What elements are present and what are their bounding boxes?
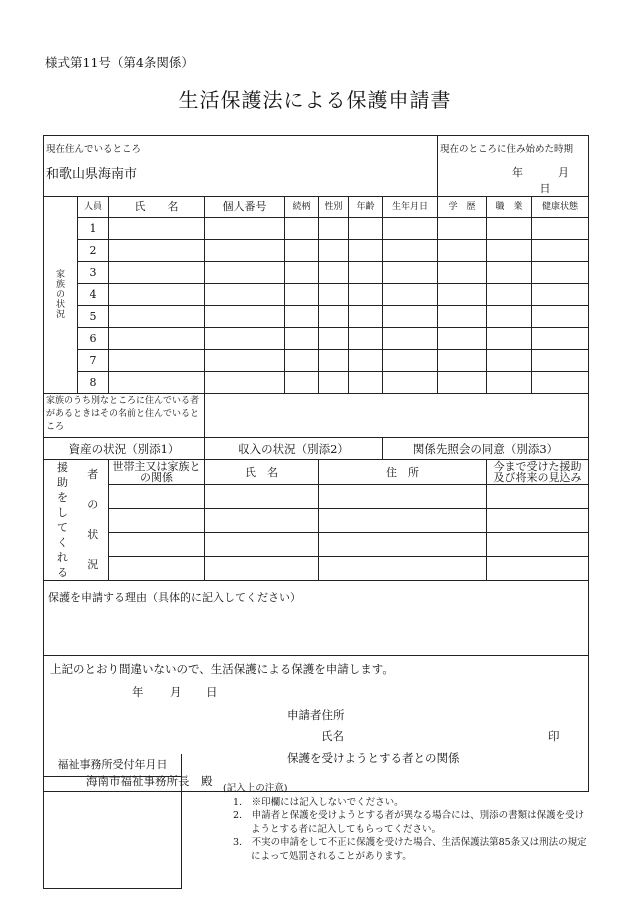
education-cell[interactable] — [438, 218, 487, 240]
occupation-cell[interactable] — [487, 240, 532, 262]
name-cell[interactable] — [109, 284, 205, 306]
education-cell[interactable] — [438, 306, 487, 328]
receipt-box[interactable] — [43, 754, 182, 889]
relationship-cell[interactable] — [285, 328, 319, 350]
year-label: 年 — [512, 166, 524, 179]
name-cell[interactable] — [109, 240, 205, 262]
id-cell[interactable] — [205, 350, 285, 372]
table-row — [44, 306, 589, 328]
helper-name-cell[interactable] — [205, 485, 319, 509]
residence-start-label: 現在のところに住み始めた時期 — [440, 144, 574, 155]
reason-field[interactable] — [44, 581, 589, 656]
table-row — [44, 240, 589, 262]
helper-address-cell[interactable] — [319, 533, 487, 557]
name-cell[interactable] — [109, 218, 205, 240]
table-row — [44, 218, 589, 240]
helper-support-cell[interactable] — [487, 556, 589, 580]
name-cell[interactable] — [109, 262, 205, 284]
declaration-statement: 上記のとおり間違いないので、生活保護による保護を申請します。 — [50, 662, 394, 676]
col-helper-relation: 世帯主又は家族との関係 — [109, 460, 205, 485]
name-cell[interactable] — [109, 306, 205, 328]
table-row — [44, 328, 589, 350]
health-cell[interactable] — [532, 262, 589, 284]
helpers-label-b: 者の状況 — [78, 460, 109, 581]
education-cell[interactable] — [438, 350, 487, 372]
col-sex: 性別 — [319, 197, 349, 218]
helper-address-cell[interactable] — [319, 485, 487, 509]
date-month: 月 — [170, 685, 182, 699]
table-row — [44, 350, 589, 372]
relationship-cell[interactable] — [285, 284, 319, 306]
birthdate-cell[interactable] — [383, 240, 438, 262]
name-cell[interactable] — [109, 328, 205, 350]
helper-address-cell[interactable] — [319, 509, 487, 533]
birthdate-cell[interactable] — [383, 284, 438, 306]
name-cell[interactable] — [109, 350, 205, 372]
row-number: 7 — [78, 350, 109, 372]
age-cell[interactable] — [349, 350, 383, 372]
helper-support-cell[interactable] — [487, 509, 589, 533]
current-address-label: 現在住んでいるところ — [46, 144, 142, 155]
col-helper-address: 住 所 — [319, 460, 487, 485]
assets-attachment: 資産の状況（別添1） — [44, 438, 205, 460]
sex-cell[interactable] — [319, 328, 349, 350]
table-row — [44, 284, 589, 306]
age-cell[interactable] — [349, 372, 383, 394]
helper-support-cell[interactable] — [487, 485, 589, 509]
helper-support-cell[interactable] — [487, 533, 589, 557]
col-age: 年齢 — [349, 197, 383, 218]
age-cell[interactable] — [349, 328, 383, 350]
birthdate-cell[interactable] — [383, 218, 438, 240]
health-cell[interactable] — [532, 284, 589, 306]
col-education: 学 歴 — [438, 197, 487, 218]
health-cell[interactable] — [532, 306, 589, 328]
id-cell[interactable] — [205, 284, 285, 306]
relationship-cell[interactable] — [285, 350, 319, 372]
col-helper-support: 今まで受けた援助及び将来の見込み — [487, 460, 589, 485]
id-cell[interactable] — [205, 262, 285, 284]
addressee: 海南市福祉事務所長 殿 — [86, 774, 213, 788]
helper-relation-cell[interactable] — [109, 509, 205, 533]
row-number: 1 — [78, 218, 109, 240]
sex-cell[interactable] — [319, 240, 349, 262]
health-cell[interactable] — [532, 240, 589, 262]
age-cell[interactable] — [349, 240, 383, 262]
table-row — [44, 533, 589, 557]
helper-address-cell[interactable] — [319, 556, 487, 580]
row-number: 6 — [78, 328, 109, 350]
row-number: 3 — [78, 262, 109, 284]
sex-cell[interactable] — [319, 218, 349, 240]
occupation-cell[interactable] — [487, 284, 532, 306]
occupation-cell[interactable] — [487, 218, 532, 240]
reason-label: 保護を申請する理由（具体的に記入してください） — [48, 591, 301, 604]
age-cell[interactable] — [349, 284, 383, 306]
income-attachment: 収入の状況（別添2） — [205, 438, 383, 460]
relation-label: 保護を受けようとする者との関係 — [287, 751, 460, 765]
id-cell[interactable] — [205, 372, 285, 394]
education-cell[interactable] — [438, 328, 487, 350]
relationship-cell[interactable] — [285, 218, 319, 240]
helpers-label-a: 援助をしてくれる — [44, 460, 78, 581]
note-item-3: 3. 不実の申請をして不正に保護を受けた場合、生活保護法第85条又は刑法の規定によって処罰されることがあります。 — [233, 837, 587, 862]
id-cell[interactable] — [205, 306, 285, 328]
helper-name-cell[interactable] — [205, 533, 319, 557]
education-cell[interactable] — [438, 372, 487, 394]
sex-cell[interactable] — [319, 284, 349, 306]
sex-cell[interactable] — [319, 350, 349, 372]
birthdate-cell[interactable] — [383, 328, 438, 350]
row-number: 5 — [78, 306, 109, 328]
month-label: 月 — [558, 166, 570, 179]
education-cell[interactable] — [438, 262, 487, 284]
col-personal-number: 個人番号 — [205, 197, 285, 218]
table-row — [44, 485, 589, 509]
table-row — [44, 372, 589, 394]
separate-family-label: 家族のうち別なところに住んでいる者があるときはその名前と住んでいるところ — [44, 394, 205, 438]
col-occupation: 職 業 — [487, 197, 532, 218]
col-helper-name: 氏 名 — [205, 460, 319, 485]
occupation-cell[interactable] — [487, 372, 532, 394]
col-relationship: 続柄 — [285, 197, 319, 218]
age-cell[interactable] — [349, 262, 383, 284]
family-status-label: 家族の状況 — [44, 197, 78, 394]
occupation-cell[interactable] — [487, 350, 532, 372]
age-cell[interactable] — [349, 306, 383, 328]
name-cell[interactable] — [109, 372, 205, 394]
seal-mark: 印 — [548, 729, 560, 743]
notes-heading: (記入上の注意) — [223, 783, 288, 794]
note-item-1: 1. ※印欄には記入しないでください。 — [233, 796, 404, 808]
table-row — [44, 556, 589, 580]
receipt-label: 福祉事務所受付年月日 — [44, 754, 181, 777]
row-number: 8 — [78, 372, 109, 394]
applicant-address-label: 申請者住所 — [287, 708, 345, 722]
table-row — [44, 509, 589, 533]
row-number: 2 — [78, 240, 109, 262]
id-cell[interactable] — [205, 218, 285, 240]
id-cell[interactable] — [205, 328, 285, 350]
note-item-2: 2. 申請者と保護を受けようとする者が異なる場合には、別添の書類は保護を受けようとする者に記入してもらってください。 — [233, 810, 585, 835]
sex-cell[interactable] — [319, 262, 349, 284]
occupation-cell[interactable] — [487, 306, 532, 328]
age-cell[interactable] — [349, 218, 383, 240]
occupation-cell[interactable] — [487, 262, 532, 284]
helper-relation-cell[interactable] — [109, 485, 205, 509]
health-cell[interactable] — [532, 372, 589, 394]
consent-attachment: 関係先照会の同意（別添3） — [383, 438, 589, 460]
notes-section — [223, 782, 593, 863]
sex-cell[interactable] — [319, 372, 349, 394]
date-day: 日 — [206, 685, 218, 699]
current-address-cell[interactable] — [44, 136, 438, 197]
application-form — [43, 135, 588, 890]
row-number: 4 — [78, 284, 109, 306]
birthdate-cell[interactable] — [383, 306, 438, 328]
birthdate-cell[interactable] — [383, 350, 438, 372]
day-label: 日 — [539, 182, 551, 195]
date-year: 年 — [132, 685, 144, 699]
col-name: 氏 名 — [109, 197, 205, 218]
applicant-name-label: 氏名 — [321, 729, 344, 743]
helper-name-cell[interactable] — [205, 556, 319, 580]
helper-name-cell[interactable] — [205, 509, 319, 533]
health-cell[interactable] — [532, 328, 589, 350]
col-members: 人員 — [78, 197, 109, 218]
birthdate-cell[interactable] — [383, 372, 438, 394]
residence-start-cell[interactable] — [438, 136, 589, 197]
current-address-value: 和歌山県海南市 — [46, 167, 138, 182]
separate-family-field[interactable] — [205, 394, 589, 438]
birthdate-cell[interactable] — [383, 262, 438, 284]
helper-relation-cell[interactable] — [109, 533, 205, 557]
id-cell[interactable] — [205, 240, 285, 262]
relationship-cell[interactable] — [285, 306, 319, 328]
education-cell[interactable] — [438, 284, 487, 306]
health-cell[interactable] — [532, 350, 589, 372]
helper-relation-cell[interactable] — [109, 556, 205, 580]
table-row — [44, 262, 589, 284]
relationship-cell[interactable] — [285, 262, 319, 284]
relationship-cell[interactable] — [285, 240, 319, 262]
col-birthdate: 生年月日 — [383, 197, 438, 218]
sex-cell[interactable] — [319, 306, 349, 328]
form-number: 様式第11号（第4条関係） — [45, 55, 194, 70]
page-title: 生活保護法による保護申請書 — [178, 88, 452, 112]
health-cell[interactable] — [532, 218, 589, 240]
col-health: 健康状態 — [532, 197, 589, 218]
occupation-cell[interactable] — [487, 328, 532, 350]
relationship-cell[interactable] — [285, 372, 319, 394]
education-cell[interactable] — [438, 240, 487, 262]
